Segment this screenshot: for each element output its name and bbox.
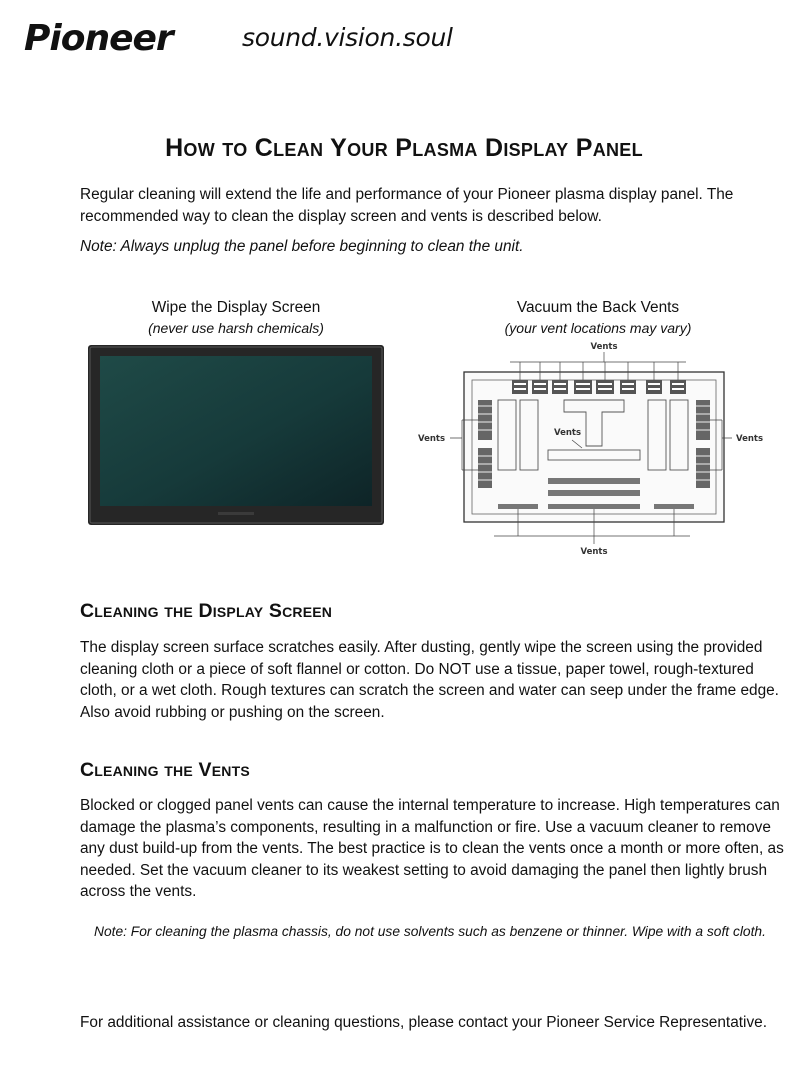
screen-caption-title: Wipe the Display Screen xyxy=(151,299,321,316)
screen-figure-caption xyxy=(96,297,376,339)
intro-paragraph: Regular cleaning will extend the life and performance of your Pioneer plasma display panel. The recommended way to clean the display screen and vents is described below. xyxy=(80,186,734,225)
screen-caption-sub: (never use harsh chemicals) xyxy=(148,320,324,336)
intro-note: Note: Always unplug the panel before beginning to clean the unit. xyxy=(80,238,524,255)
back-vents-diagram xyxy=(414,338,770,556)
chassis-note xyxy=(80,921,780,942)
vent-label-center: Vents xyxy=(554,428,582,438)
section-heading-screen: Cleaning the Display Screen xyxy=(80,600,333,622)
brand-logo xyxy=(24,18,453,56)
footer-contact: For additional assistance or cleaning questions, please contact your Pioneer Service Representative. xyxy=(80,1014,767,1031)
vent-label-bottom: Vents xyxy=(580,547,608,556)
vent-label-left: Vents xyxy=(418,434,446,444)
brand-tagline: sound.vision.soul xyxy=(242,22,453,52)
vents-figure-caption xyxy=(458,297,738,339)
chassis-note-text: Note: For cleaning the plasma chassis, do not use solvents such as benzene or thinner. Wipe with a soft cloth. xyxy=(94,924,766,939)
vents-caption-title: Vacuum the Back Vents xyxy=(516,299,680,316)
section-body-vents: Blocked or clogged panel vents can cause the internal temperature to increase. High temperatures can damage the plasma’s components, resulting in a malfunction or fire. Use a vacuum cleaner to remove any dust build-up from the vents. The best practice is to clean the vents once a month or more often, as needed. Set the vacuum cleaner to its weakest setting to avoid damaging the panel then lightly brush across the vents. xyxy=(80,797,784,900)
brand-name: Pioneer xyxy=(24,18,173,56)
pioneer-wordmark xyxy=(24,18,230,56)
page-title: How to Clean Your Plasma Display Panel xyxy=(165,134,643,162)
vent-label-right: Vents xyxy=(736,434,764,444)
vents-caption-sub: (your vent locations may vary) xyxy=(504,320,692,336)
section-heading-vents: Cleaning the Vents xyxy=(80,759,250,781)
vent-label-top: Vents xyxy=(590,342,618,352)
section-body-screen: The display screen surface scratches easily. After dusting, gently wipe the screen using the provided cleaning cloth or a piece of soft flannel or cotton. Do NOT use a tissue, paper towel, rough-textured cloth, or a wet cloth. Rough textures can scratch the screen and water can seep under the frame edge. Also avoid rubbing or pushing on the screen. xyxy=(80,639,779,721)
plasma-screen-image xyxy=(88,345,384,525)
